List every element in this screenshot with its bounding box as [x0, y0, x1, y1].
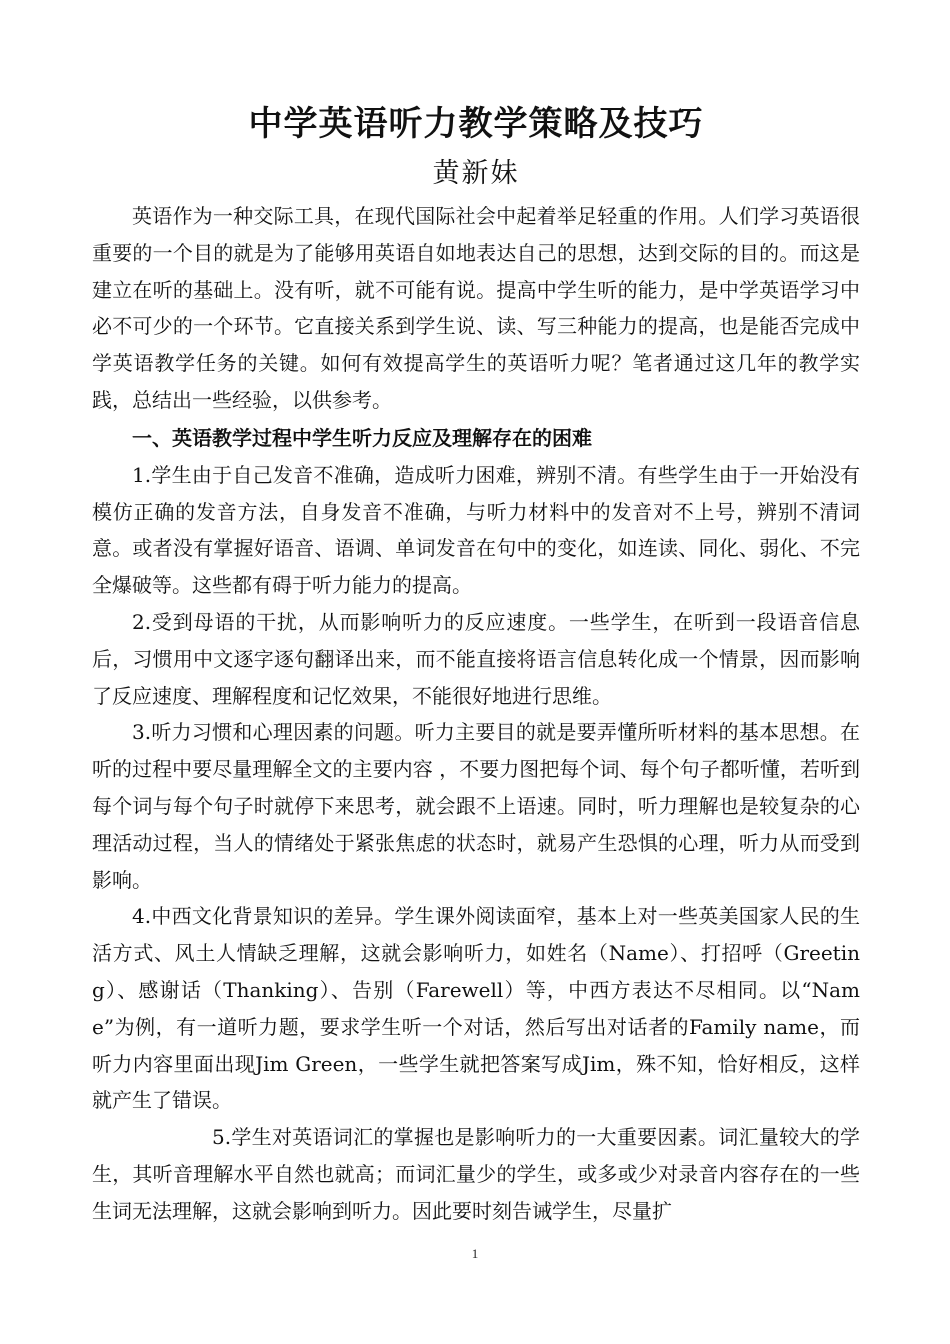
- point-paragraph-4: 4.中西文化背景知识的差异。学生课外阅读面窄，基本上对一些英美国家人民的生活方式、风土人情缺乏理解，这就会影响听力，如姓名（Name）、打招呼（Greeting）、感谢话（Thanking）、告别（Farewell）等，中西方表达不尽相同。以“Name”为例，有一道听力题，要求学生听一个对话，然后写出对话者的Family name，而听力内容里面出现Jim Green，一些学生就把答案写成Jim，殊不知，恰好相反，这样就产生了错误。: [92, 904, 860, 1113]
- document-title: 中学英语听力教学策略及技巧: [248, 104, 704, 144]
- point-paragraph-1: 1.学生由于自己发音不准确，造成听力困难，辨别不清。有些学生由于一开始没有模仿正确的发音方法，自身发音不准确，与听力材料中的发音对不上号，辨别不清词意。或者没有掌握好语音、语调、单词发音在句中的变化，如连读、同化、弱化、不完全爆破等。这些都有碍于听力能力的提高。: [92, 462, 860, 598]
- section-heading: 一、英语教学过程中学生听力反应及理解存在的困难: [132, 425, 592, 450]
- intro-paragraph: 英语作为一种交际工具，在现代国际社会中起着举足轻重的作用。人们学习英语很重要的一个目的就是为了能够用英语自如地表达自己的思想，达到交际的目的。而这是建立在听的基础上。没有听，就不可能有说。提高中学生听的能力，是中学英语学习中必不可少的一个环节。它直接关系到学生说、读、写三种能力的提高，也是能否完成中学英语教学任务的关键。如何有效提高学生的英语听力呢？笔者通过这几年的教学实践，总结出一些经验，以供参考。: [92, 204, 860, 412]
- document-author: 黄新妹: [432, 158, 520, 189]
- point-paragraph-3: 3.听力习惯和心理因素的问题。听力主要目的就是要弄懂所听材料的基本思想。在听的过程中要尽量理解全文的主要内容 ，不要力图把每个词、每个句子都听懂，若听到每个词与每个句子时就停下来思考，就会跟不上语速。同时，听力理解也是较复杂的心理活动过程，当人的情绪处于紧张焦虑的状态时，就易产生恐惧的心理，听力从而受到影响。: [92, 720, 860, 892]
- document-page: [92, 96, 860, 1230]
- page-number: 1: [471, 1246, 479, 1261]
- point-paragraph-2: 2.受到母语的干扰，从而影响听力的反应速度。一些学生，在听到一段语音信息后，习惯用中文逐字逐句翻译出来，而不能直接将语言信息转化成一个情景，因而影响了反应速度、理解程度和记忆效果，不能很好地进行思维。: [92, 609, 860, 708]
- point-paragraph-5: 5.学生对英语词汇的掌握也是影响听力的一大重要因素。词汇量较大的学生，其听音理解水平自然也就高；而词汇量少的学生，或多或少对录音内容存在的一些生词无法理解，这就会影响到听力。因此要时刻告诫学生，尽量扩: [92, 1125, 860, 1223]
